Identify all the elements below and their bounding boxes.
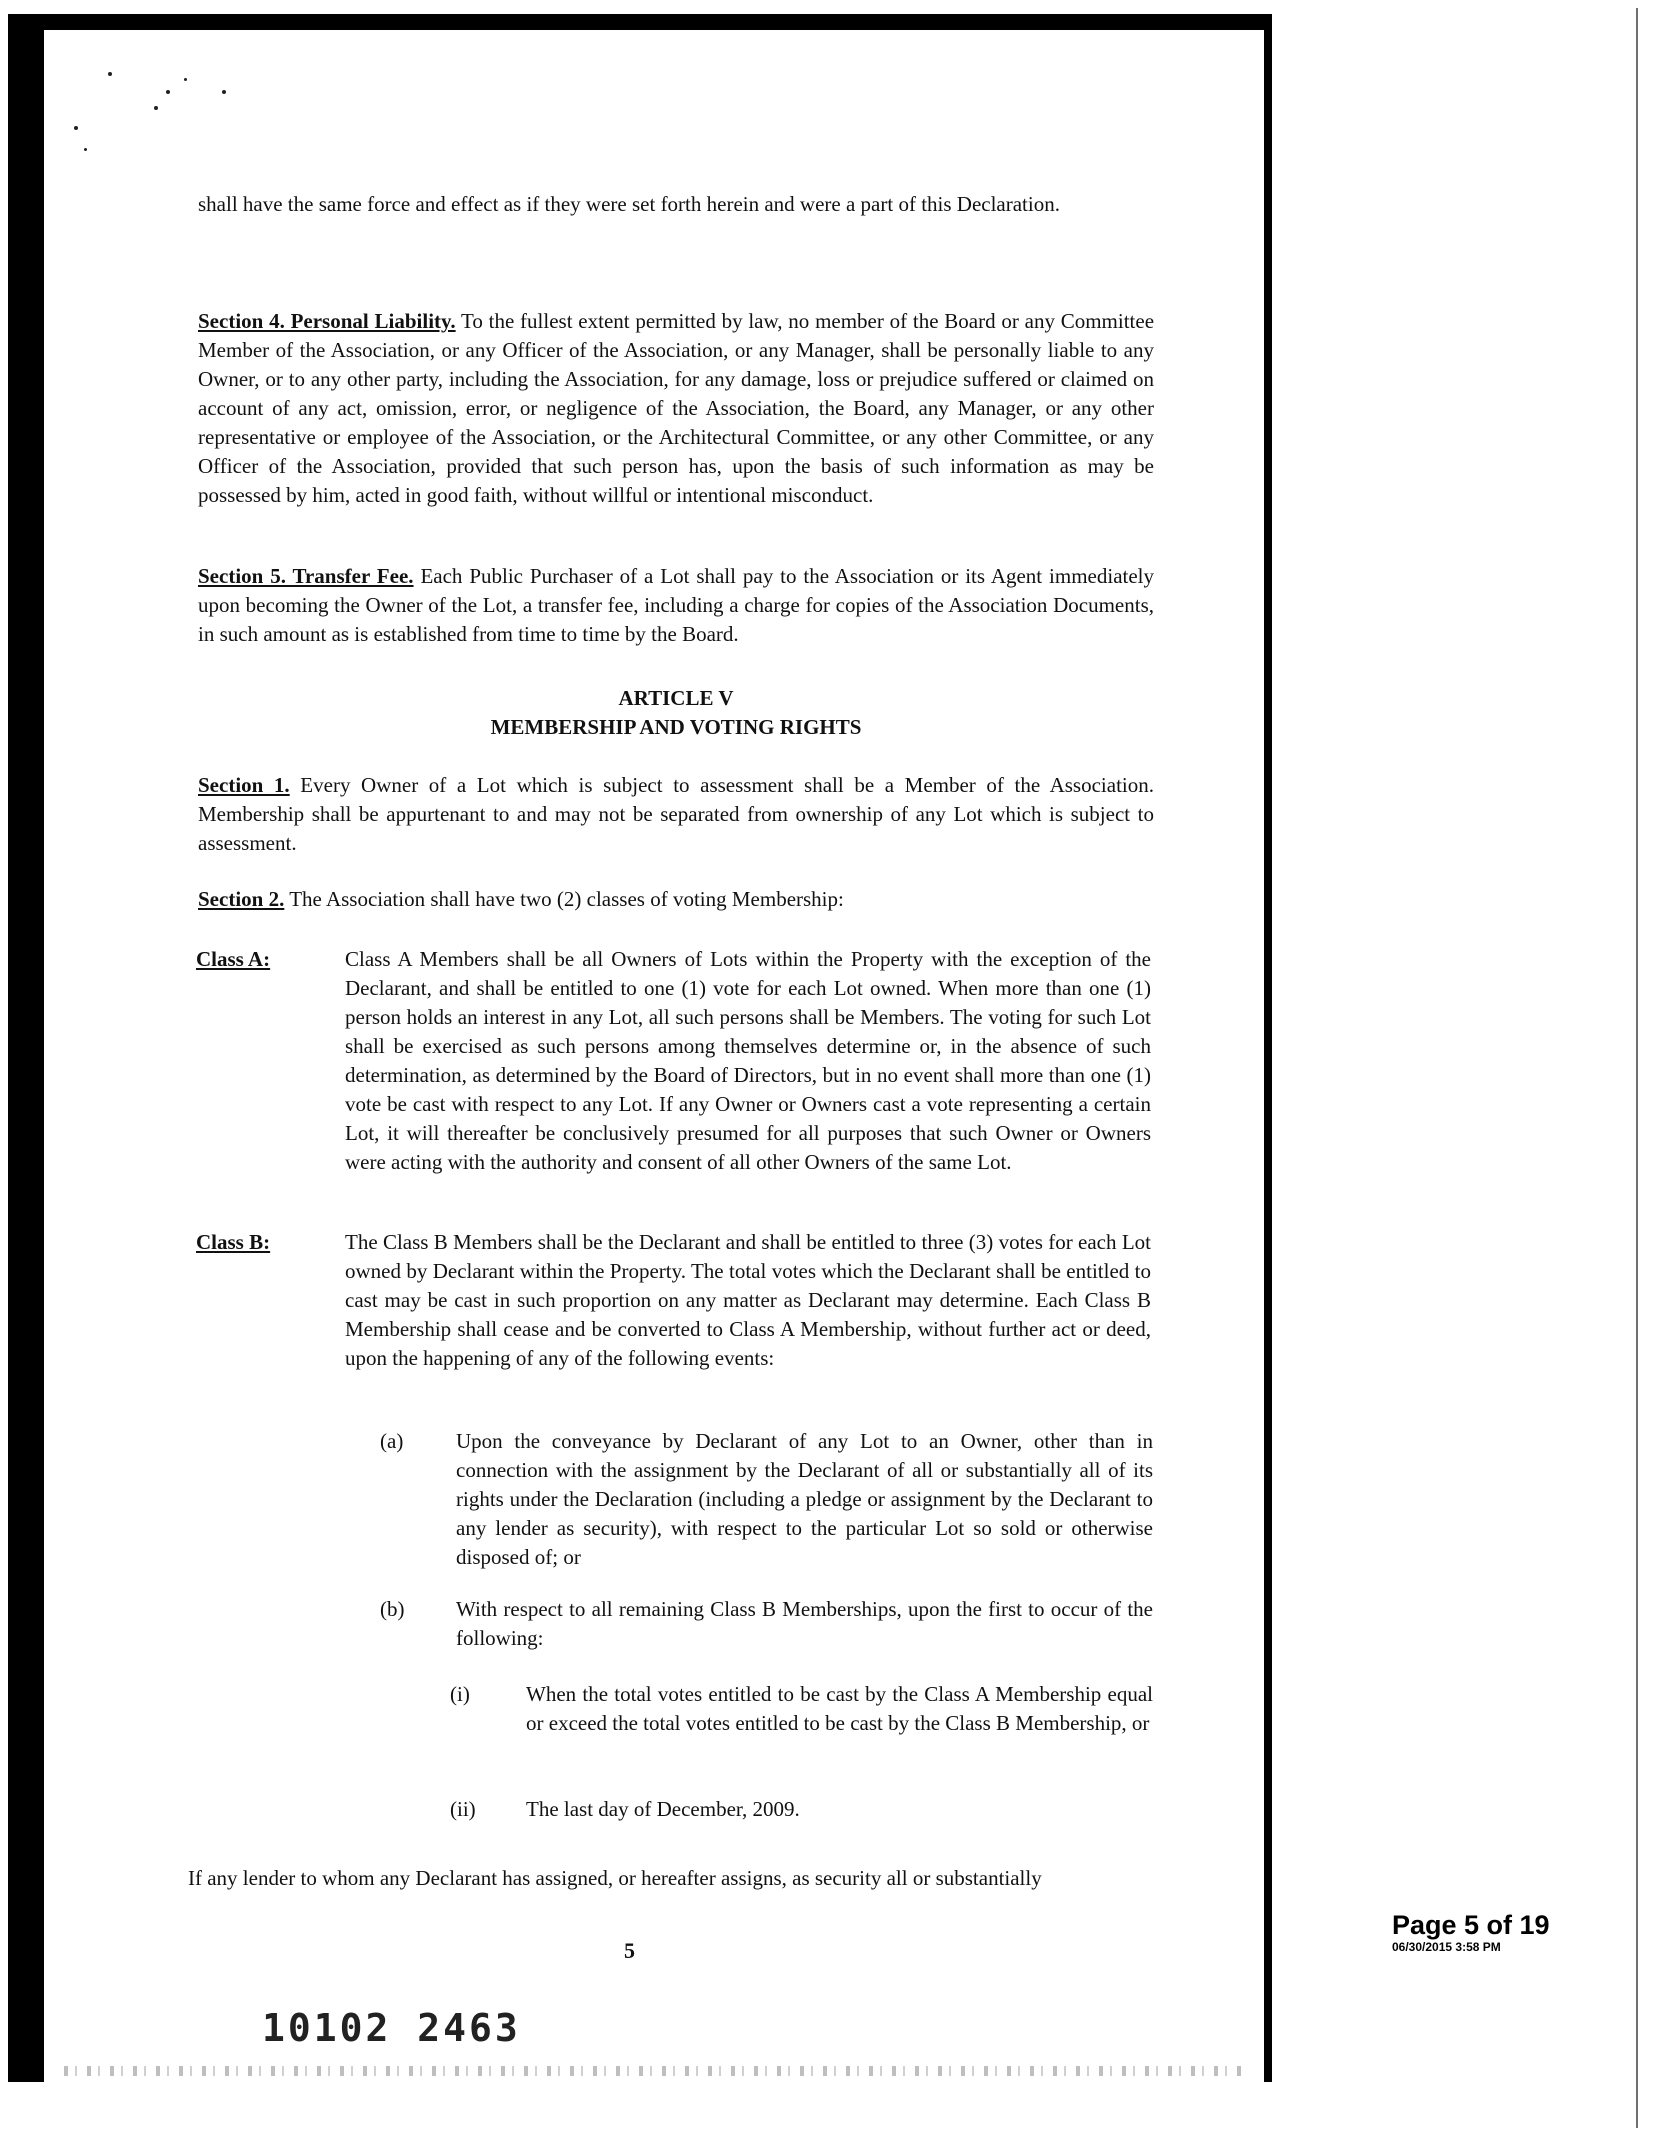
item-i-marker: (i) (450, 1682, 470, 1706)
article-section-1-label: Section 1. (198, 773, 290, 797)
item-ii-marker: (ii) (450, 1797, 476, 1821)
section-5-label: Section 5. Transfer Fee. (198, 564, 414, 588)
scan-speck (184, 78, 187, 81)
document-code: 10102 2463 (262, 2006, 521, 2050)
document-page (44, 30, 1264, 2086)
class-a-text: Class A Members shall be all Owners of Lots within the Property with the exception of the Declarant, and shall be entitled to one (1) vote for each Lot owned. When more than one (1) person holds an interest in any Lot, all such persons shall be Members. The voting for such Lot shall be exercised as such persons among themselves determine or, in the absence of such determination, as determined by the Board of Directors, but in no event shall more than one (1) vote be cast with respect to any Lot. If any Owner or Owners cast a vote representing a certain Lot, it will thereafter be conclusively presumed for all purposes that such Owner or Owners were acting with the authority and consent of all other Owners of the same Lot. (345, 947, 1151, 1174)
scan-speck (84, 148, 87, 151)
class-b-label: Class B: (196, 1230, 271, 1254)
article-section-1 (198, 771, 1154, 858)
article-number: ARTICLE V (618, 686, 734, 710)
intro-continuation: shall have the same force and effect as if they were set forth herein and were a part of this Declaration. (198, 192, 1060, 216)
scan-speck (154, 106, 158, 110)
scan-speck (108, 72, 112, 76)
section-5-transfer-fee (198, 562, 1154, 649)
section-4-label: Section 4. Personal Liability. (198, 309, 456, 333)
item-b-text: With respect to all remaining Class B Memberships, upon the first to occur of the following: (456, 1597, 1153, 1650)
item-a-text: Upon the conveyance by Declarant of any Lot to an Owner, other than in connection with the assignment by the Declarant of all or substantially all of its rights under the Declaration (including a pledge or assignment by the Declarant to any lender as security), with respect to the particular Lot so sold or otherwise disposed of; or (456, 1429, 1153, 1569)
section-4-text: To the fullest extent permitted by law, no member of the Board or any Committee Member of the Association, or any Officer of the Association, or any Manager, shall be personally liable to any Owner, or to any other party, including the Association, for any damage, loss or prejudice suffered or claimed on account of any act, omission, error, or negligence of the Association, the Board, any Manager, or any other representative or employee of the Association, or the Architectural Committee, or any other Committee, or any Officer of the Association, provided that such person has, upon the basis of such information as may be possessed by him, acted in good faith, without willful or intentional misconduct. (198, 309, 1155, 507)
closing-fragment: If any lender to whom any Declarant has assigned, or hereafter assigns, as security all or substantially (188, 1866, 1042, 1890)
item-a-marker: (a) (380, 1429, 404, 1453)
article-section-2-text: The Association shall have two (2) classes of voting Membership: (289, 887, 844, 911)
stamp-datetime: 06/30/2015 3:58 PM (1392, 1940, 1501, 1954)
item-ii-text: The last day of December, 2009. (526, 1797, 800, 1821)
item-i-text: When the total votes entitled to be cast by the Class A Membership equal or exceed the total votes entitled to be cast by the Class B Membership, or (526, 1682, 1153, 1735)
article-section-2-label: Section 2. (198, 887, 285, 911)
page-number: 5 (624, 1938, 635, 1963)
item-b-marker: (b) (380, 1597, 405, 1621)
page-stamp (1392, 1910, 1550, 1954)
section-4-personal-liability (198, 307, 1154, 510)
article-title: MEMBERSHIP AND VOTING RIGHTS (490, 715, 862, 739)
scanned-page-frame (8, 14, 1272, 2082)
stamp-page-label: Page 5 of 19 (1392, 1910, 1550, 1940)
article-section-2 (198, 885, 1154, 914)
scan-edge-line (1636, 8, 1638, 2128)
class-b-text: The Class B Members shall be the Declarant and shall be entitled to three (3) votes for each Lot owned by Declarant within the Property. The total votes which the Declarant shall be entitled to cast may be cast in such proportion on any matter as Declarant may determine. Each Class B Membership shall cease and be converted to Class A Membership, without further act or deed, upon the happening of any of the following events: (345, 1230, 1151, 1370)
scan-noise-strip (64, 2066, 1244, 2076)
article-section-1-text: Every Owner of a Lot which is subject to assessment shall be a Member of the Association. Membership shall be appurtenant to and may not be separated from ownership of any Lot which is subject to assessment. (198, 773, 1155, 855)
section-5-text: Each Public Purchaser of a Lot shall pay to the Association or its Agent immediately upon becoming the Owner of the Lot, a transfer fee, including a charge for copies of the Association Documents, in such amount as is established from time to time by the Board. (198, 564, 1155, 646)
class-a-label: Class A: (196, 947, 271, 971)
scan-speck (74, 126, 78, 130)
scan-speck (166, 90, 170, 94)
scan-speck (222, 90, 226, 94)
